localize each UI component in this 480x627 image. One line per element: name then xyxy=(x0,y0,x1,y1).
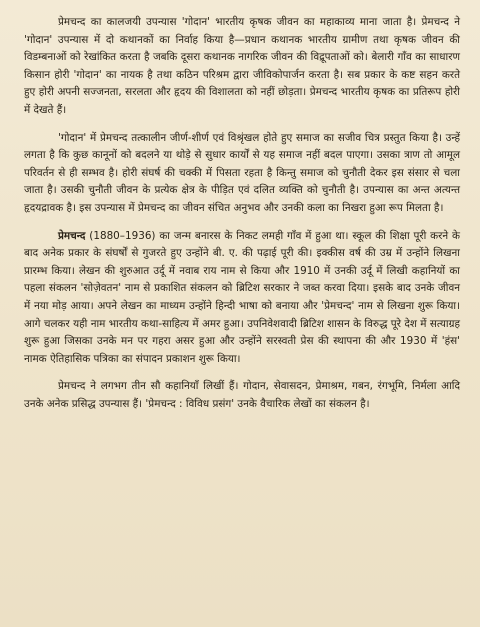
paragraph-godan-society xyxy=(24,130,460,218)
author-name: प्रेमचन्द xyxy=(58,229,86,242)
paragraph-premchand-works xyxy=(24,378,460,413)
paragraph-text: (1880–1936) का जन्म बनारस के निकट लमही गाँव में हुआ था। स्कूल की शिक्षा पूरी करने के बाद अनेक प्रकार के संघर्षों से गुजरते हुए उन्होंने बी. ए. की पढ़ाई पूरी की। इक्कीस वर्ष की उम्र में उन्होंने लिखना प्रारम्भ किया। लेखन की शुरुआत उर्दू में नवाब राय नाम से किया और 1910 में उनकी उर्दू में लिखी कहानियों का पहला संकलन 'सोज़ेवतन' नाम से प्रकाशित संकलन को ब्रिटिश सरकार ने जब्त करवा दिया। इसके बाद उनके जीवन में नया मोड़ आया। अपने लेखन का माध्यम उन्होंने हिन्दी भाषा को बनाया और 'प्रेमचन्द' नाम से लिखना शुरू किया। आगे चलकर यही नाम भारतीय कथा-साहित्य में अमर हुआ। उपनिवेशवादी ब्रिटिश शासन के विरुद्ध पूरे देश में सत्याग्रह शुरू हुआ जिसका उनके मन पर गहरा असर हुआ और उन्होंने सरस्वती प्रेस की स्थापना की और 1930 में 'हंस' नामक ऐतिहासिक पत्रिका का संपादन प्रकाशन शुरू किया। xyxy=(24,229,460,365)
paragraph-premchand-biography xyxy=(24,228,460,369)
paragraph-godan-intro xyxy=(24,14,460,120)
paragraph-text: प्रेमचन्द ने लगभग तीन सौ कहानियाँ लिखीं हैं। गोदान, सेवासदन, प्रेमाश्रम, गबन, रंगभूमि, निर्मला आदि उनके अनेक प्रसिद्ध उपन्यास हैं। 'प्रेमचन्द : विविध प्रसंग' उनके वैचारिक लेखों का संकलन है। xyxy=(24,380,460,410)
paragraph-text: प्रेमचन्द का कालजयी उपन्यास 'गोदान' भारतीय कृषक जीवन का महाकाव्य माना जाता है। प्रेमचन्द ने 'गोदान' उपन्यास में दो कथानकों का निर्वाह किया है—प्रधान कथानक भारतीय ग्रामीण तथा कृषक जीवन की विडम्बनाओं को रेखांकित करता है जबकि दूसरा कथानक नागरिक जीवन की विद्रूपताओं को। बेलारी गाँव का साधारण किसान होरी 'गोदान' का नायक है तथा कठिन परिश्रम द्वारा जीविकोपार्जन करता है। सब प्रकार के कष्ट सहन करते हुए होरी अपनी सज्जनता, सरलता और हृदय की विशालता को नहीं छोड़ता। प्रेमचन्द भारतीय कृषक का प्रतिरूप होरी में देखते हैं। xyxy=(24,16,460,116)
paragraph-text: 'गोदान' में प्रेमचन्द तत्कालीन जीर्ण-शीर्ण एवं विश्रृंखल होते हुए समाज का सजीव चित्र प्रस्तुत किया है। उन्हें लगता है कि कुछ कानूनों को बदलने या थोड़े से सुधार कार्यों से यह समाज नहीं बदल पाएगा। उसका त्राण तो आमूल परिवर्तन से ही सम्भव है। होरी संघर्ष की चक्की में पिसता रहता है किन्तु समाज को चुनौती देकर इस संसार से चला जाता है। उसकी चुनौती जीवन के प्रत्येक क्षेत्र के पीड़ित एवं दलित व्यक्ति को चुनौती है। उपन्यास का अन्त अत्यन्त हृदयद्रावक है। इस उपन्यास में प्रेमचन्द का जीवन संचित अनुभव और उनकी कला का निखरा हुआ रूप मिलता है। xyxy=(24,131,460,214)
